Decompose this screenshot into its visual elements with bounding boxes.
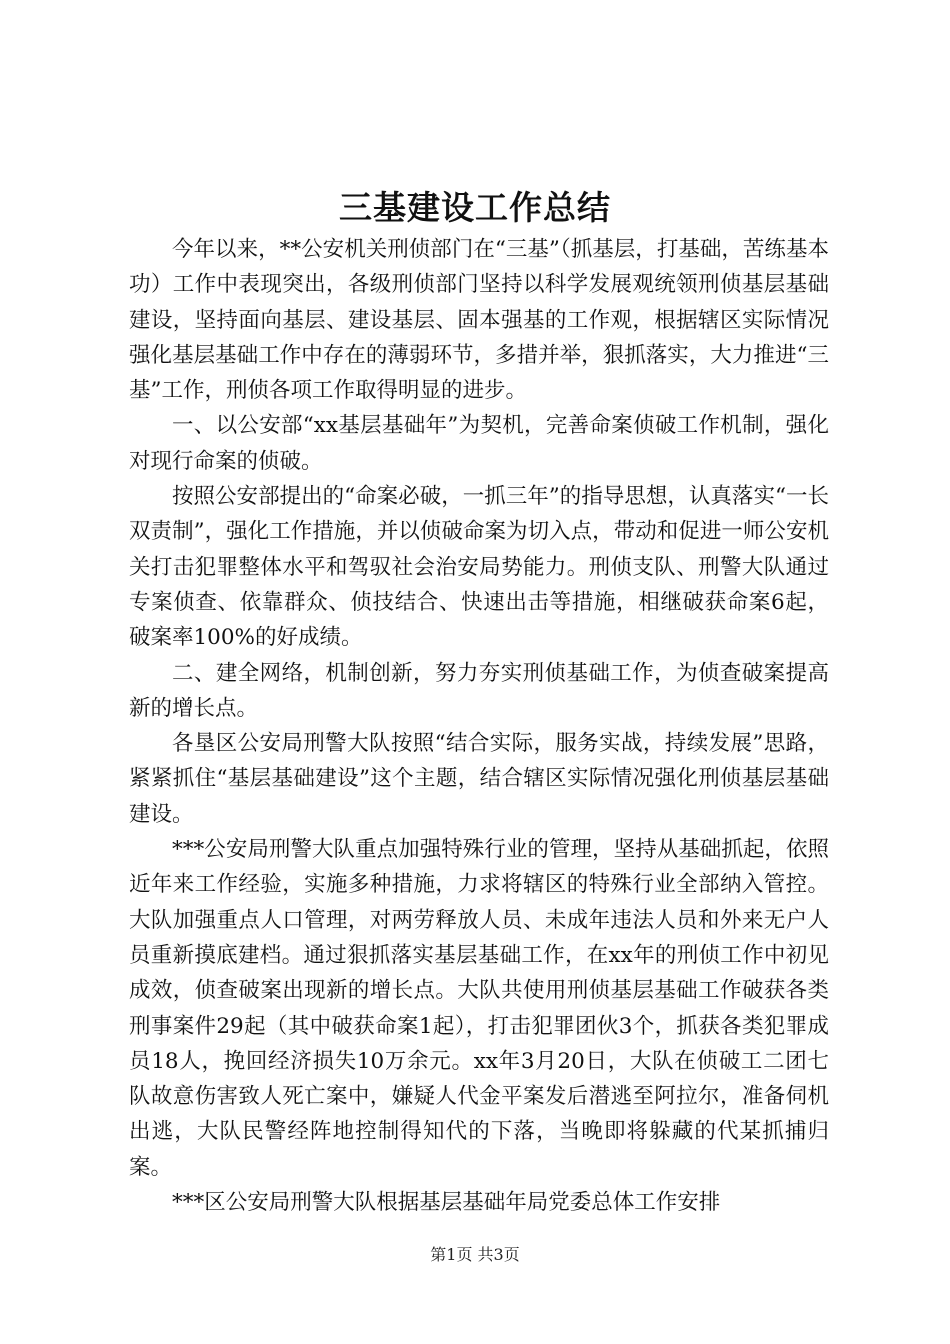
paragraph-district-brigade-report: ***区公安局刑警大队根据基层基础年局党委总体工作安排 xyxy=(172,1190,721,1216)
paragraph-section-1-heading: 一、以公安部“xx基层基础年”为契机，完善命案侦破工作机制，强化对现行命案的侦破。 xyxy=(129,413,829,474)
paragraph-section-2-heading: 二、建全网络，机制创新，努力夯实刑侦基础工作，为侦查破案提高新的增长点。 xyxy=(129,660,829,721)
paragraph-criminal-brigade-report: ***公安局刑警大队重点加强特殊行业的管理，坚持从基础抓起，依照近年来工作经验，实施多种措施，力求将辖区的特殊行业全部纳入管控。大队加强重点人口管理，对两劳释放人员、未成年违法人员和外来无户人员重新摸底建档。通过狠抓落实基层基础工作，在xx年的刑侦工作中初见成效，侦查破案出现新的增长点。大队共使用刑侦基层基础工作破获各类刑事案件29起（其中破获命案1起），打击犯罪团伙3个，抓获各类犯罪成员18人，挽回经济损失10万余元。xx年3月20日，大队在侦破工二团七队故意伤害致人死亡案中，嫌疑人代金平案发后潜逃至阿拉尔，准备伺机出逃，大队民警经阵地控制得知代的下落，当晚即将躲藏的代某抓捕归案。 xyxy=(129,837,829,1180)
document-body xyxy=(129,232,829,1220)
document-title: 三基建设工作总结 xyxy=(339,188,611,227)
paragraph-intro: 今年以来，**公安机关刑侦部门在“三基”（抓基层，打基础，苦练基本功）工作中表现突出，各级刑侦部门坚持以科学发展观统领刑侦基层基础建设，坚持面向基层、建设基层、固本强基的工作观，根据辖区实际情况强化基层基础工作中存在的薄弱环节，多措并举，狠抓落实，大力推进“三基”工作，刑侦各项工作取得明显的进步。 xyxy=(129,237,829,404)
paragraph-section-2-body: 各垦区公安局刑警大队按照“结合实际，服务实战，持续发展”思路，紧紧抓住“基层基础建设”这个主题，结合辖区实际情况强化刑侦基层基础建设。 xyxy=(129,731,829,827)
page-number-footer: 第1页 共3页 xyxy=(430,1245,520,1264)
paragraph-section-1-body: 按照公安部提出的“命案必破，一抓三年”的指导思想，认真落实“一长双责制”，强化工作措施，并以侦破命案为切入点，带动和促进一师公安机关打击犯罪整体水平和驾驭社会治安局势能力。刑侦支队、刑警大队通过专案侦查、依靠群众、侦技结合、快速出击等措施，相继破获命案6起，破案率100%的好成绩。 xyxy=(129,484,829,651)
